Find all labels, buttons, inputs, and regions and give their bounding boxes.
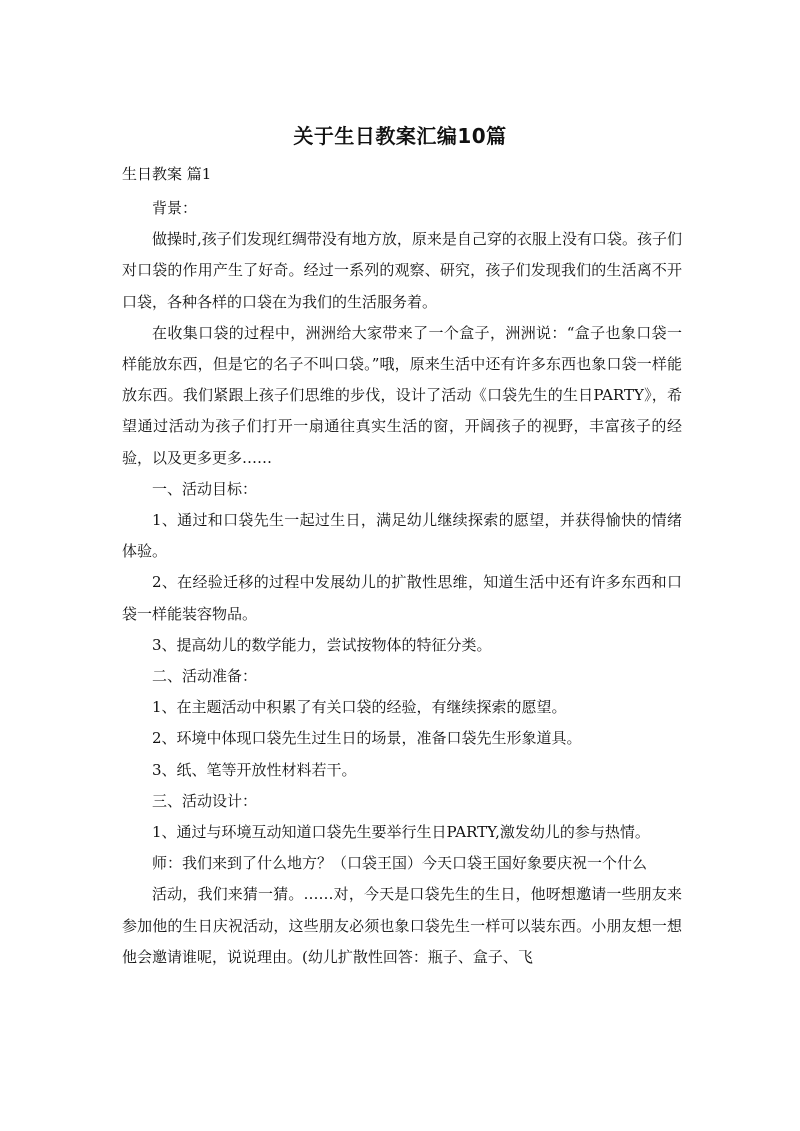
list-item: 3、纸、笔等开放性材料若干。 [152,760,357,779]
subheading-goals: 一、活动目标： [152,479,258,498]
list-item: 2、环境中体现口袋先生过生日的场景，准备口袋先生形象道具。 [152,729,582,748]
paragraph-dialogue: 师：我们来到了什么地方？（口袋王国）今天口袋王国好象要庆祝一个什么 [152,854,648,873]
list-item: 2、在经验迁移的过程中发展幼儿的扩散性思维，知道生活中还有许多东西和口袋一样能装容物品。 [122,573,682,623]
paragraph: 做操时,孩子们发现红绸带没有地方放，原来是自己穿的衣服上没有口袋。孩子们对口袋的作用产生了好奇。经过一系列的观察、研究，孩子们发现我们的生活离不开口袋，各种各样的口袋在为我们的生活服务着。 [122,230,682,311]
paragraph: 在收集口袋的过程中，洲洲给大家带来了一个盒子，洲洲说：“盒子也象口袋一样能放东西，但是它的名子不叫口袋。”哦，原来生活中还有许多东西也象口袋一样能放东西。我们紧跟上孩子们思维的步伐，设计了活动《口袋先生的生日PARTY》，希望通过活动为孩子们打开一扇通往真实生活的窗，开阔孩子的视野，丰富孩子的经验，以及更多更多…… [122,323,682,467]
list-item: 1、在主题活动中积累了有关口袋的经验，有继续探索的愿望。 [152,698,567,717]
subheading-preparation: 二、活动准备： [152,667,258,686]
paragraph-background-label: 背景： [152,199,198,217]
list-item: 1、通过与环境互动知道口袋先生要举行生日PARTY,激发幼儿的参与热情。 [152,823,650,842]
list-item: 1、通过和口袋先生一起过生日，满足幼儿继续探索的愿望，并获得愉快的情绪体验。 [122,511,682,561]
subheading-design: 三、活动设计： [152,791,258,810]
paragraph-dialogue: 活动，我们来猜一猜。……对，今天是口袋先生的生日，他呀想邀请一些朋友来参加他的生日庆祝活动，这些朋友必须也象口袋先生一样可以装东西。小朋友想一想他会邀请谁呢，说说理由。(幼儿扩散性回答：瓶子、盒子、飞 [122,885,682,966]
document-title: 关于生日教案汇编10篇 [293,124,507,148]
section-heading: 生日教案 篇1 [122,165,212,183]
document-body [122,193,682,973]
list-item: 3、提高幼儿的数学能力，尝试按物体的特征分类。 [152,635,492,654]
